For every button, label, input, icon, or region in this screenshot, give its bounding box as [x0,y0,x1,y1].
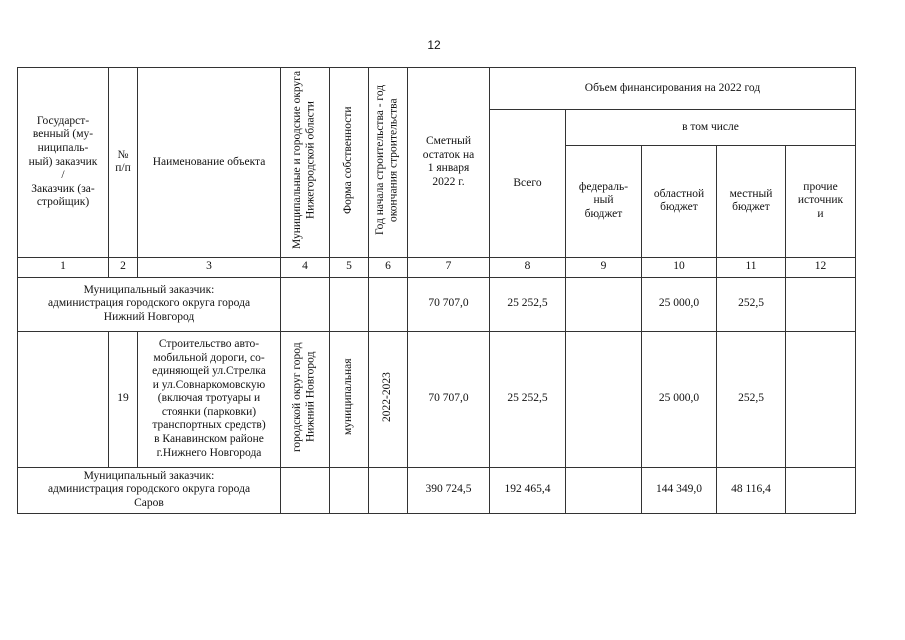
object-municipal: городской округ город Нижний Новгород [281,331,330,467]
header-financing: Объем финансирования на 2022 год [490,68,856,110]
regional-value: 25 000,0 [642,331,717,467]
col-num: 6 [369,257,408,277]
header-other: прочие источник и [786,145,856,257]
header-num: № п/п [109,68,138,258]
regional-value: 25 000,0 [642,277,717,331]
col-num: 9 [566,257,642,277]
other-value [786,467,856,513]
customer-label: Муниципальный заказчик: администрация городского округа города Нижний Новгород [18,277,281,331]
header-total: Всего [490,110,566,258]
header-regional: областной бюджет [642,145,717,257]
col-num: 7 [408,257,490,277]
col-num: 10 [642,257,717,277]
col-num: 2 [109,257,138,277]
federal-value [566,277,642,331]
customer-row [18,277,856,331]
col-num: 3 [138,257,281,277]
col-num: 11 [717,257,786,277]
object-num: 19 [109,331,138,467]
header-ownership: Форма собственности [330,68,369,258]
federal-value [566,467,642,513]
regional-value: 144 349,0 [642,467,717,513]
estimate-value: 70 707,0 [408,331,490,467]
federal-value [566,331,642,467]
object-row [18,331,856,467]
customer-row [18,467,856,513]
col-num: 4 [281,257,330,277]
object-years: 2022-2023 [369,331,408,467]
estimate-value: 390 724,5 [408,467,490,513]
header-federal: федераль- ный бюджет [566,145,642,257]
customer-label: Муниципальный заказчик: администрация городского округа города Саров [18,467,281,513]
estimate-value: 70 707,0 [408,277,490,331]
local-value: 48 116,4 [717,467,786,513]
total-value: 25 252,5 [490,331,566,467]
col-num: 8 [490,257,566,277]
total-value: 192 465,4 [490,467,566,513]
header-estimate: Сметный остаток на 1 января 2022 г. [408,68,490,258]
total-value: 25 252,5 [490,277,566,331]
header-local: местный бюджет [717,145,786,257]
local-value: 252,5 [717,277,786,331]
other-value [786,277,856,331]
col-num: 1 [18,257,109,277]
header-years: Год начала строительства - год окончания строительства [369,68,408,258]
financing-table [17,67,856,514]
local-value: 252,5 [717,331,786,467]
header-including: в том числе [566,110,856,146]
header-customer: Государст- венный (му- ниципаль- ный) заказчик / Заказчик (за- стройщик) [18,68,109,258]
col-num: 12 [786,257,856,277]
column-number-row [18,257,856,277]
header-municipal: Муниципальные и городские округа Нижегородской области [281,68,330,258]
col-num: 5 [330,257,369,277]
page-number: 12 [427,38,441,52]
object-ownership: муниципальная [330,331,369,467]
object-name: Строительство авто- мобильной дороги, со- единяющей ул.Стрелка и ул.Совнаркомовскую (включая тротуары и стоянки (парковки) транспортных средств) в Канавинском районе г.Нижнего Новгорода [138,331,281,467]
header-object-name: Наименование объекта [138,68,281,258]
other-value [786,331,856,467]
